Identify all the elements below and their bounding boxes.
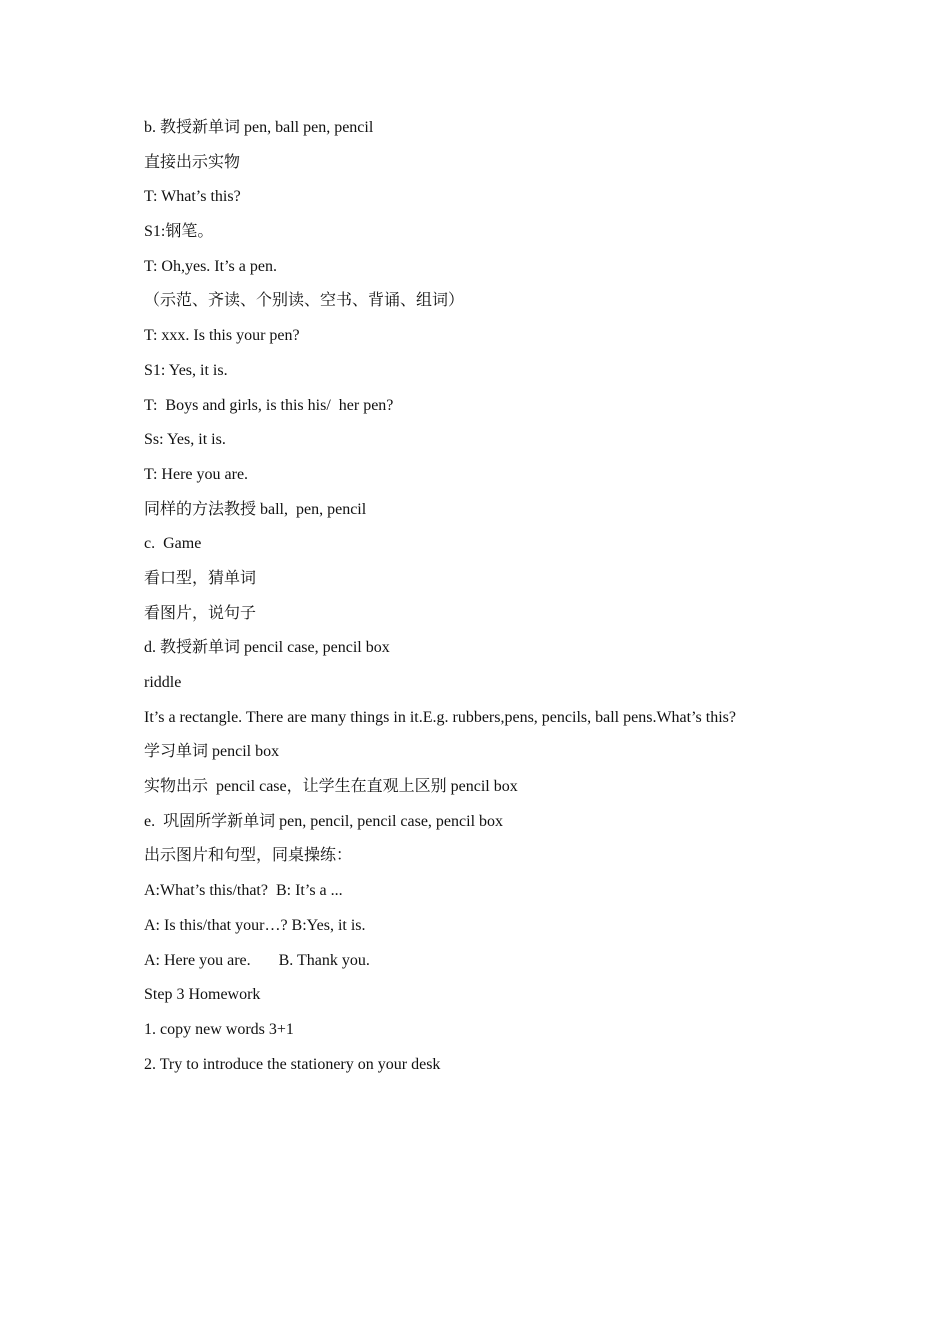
- text-line: riddle: [144, 674, 182, 691]
- text-line: Ss: Yes, it is.: [144, 431, 226, 449]
- text-line: 看口型，猜单词: [144, 569, 257, 587]
- text-line: 同样的方法教授 ball, pen, pencil: [144, 500, 367, 518]
- text-line: A:What’s this/that? B: It’s a ...: [144, 882, 343, 900]
- text-line: It’s a rectangle. There are many things in it.E.g. rubbers,pens, pencils, ball pens.What’s this?: [144, 708, 736, 726]
- text-line: 出示图片和句型，同桌操练：: [144, 847, 353, 865]
- text-line: A: Is this/that your…? B:Yes, it is.: [144, 916, 366, 934]
- text-line: T: What’s this?: [144, 188, 241, 206]
- text-line: 学习单词 pencil box: [144, 743, 280, 761]
- text-line: S1: Yes, it is.: [144, 361, 228, 379]
- text-line: 实物出示 pencil case，让学生在直观上区别 pencil box: [144, 778, 518, 796]
- document-body: [144, 115, 844, 1086]
- text-line: A: Here you are. B. Thank you.: [144, 951, 370, 969]
- text-line: c. Game: [144, 535, 202, 553]
- text-line: Step 3 Homework: [144, 986, 261, 1004]
- text-line: b. 教授新单词 pen, ball pen, pencil: [144, 119, 374, 136]
- text-line: 1. copy new words 3+1: [144, 1020, 294, 1038]
- text-line: e. 巩固所学新单词 pen, pencil, pencil case, pencil box: [144, 812, 504, 830]
- text-line: 看图片，说句子: [144, 604, 257, 622]
- text-line: S1:钢笔。: [144, 223, 214, 241]
- text-line: T: Oh,yes. It’s a pen.: [144, 257, 277, 275]
- text-line: T: Boys and girls, is this his/ her pen?: [144, 396, 394, 414]
- text-line: d. 教授新单词 pencil case, pencil box: [144, 639, 390, 657]
- text-line: T: xxx. Is this your pen?: [144, 327, 300, 345]
- text-line: T: Here you are.: [144, 465, 249, 483]
- text-line: （示范、齐读、个别读、空书、背诵、组词）: [144, 292, 465, 310]
- text-line: 2. Try to introduce the stationery on your desk: [144, 1055, 441, 1073]
- text-line: 直接出示实物: [144, 153, 241, 171]
